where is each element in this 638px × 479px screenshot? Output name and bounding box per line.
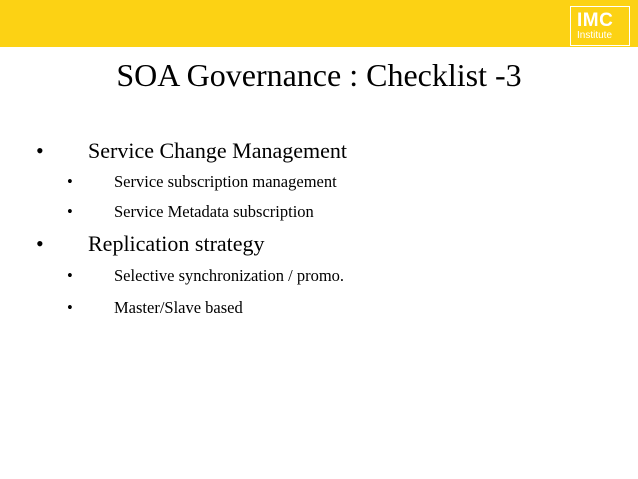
sub-bullet-text: Service subscription management bbox=[114, 172, 337, 191]
bullet-marker: • bbox=[67, 266, 73, 285]
sub-bullet-item bbox=[67, 202, 314, 222]
sub-bullet-text: Service Metadata subscription bbox=[114, 202, 314, 221]
bullet-text: Service Change Management bbox=[88, 138, 348, 163]
bullet-marker: • bbox=[67, 202, 73, 221]
slide-title: SOA Governance : Checklist -3 bbox=[116, 57, 522, 93]
bullet-marker: • bbox=[67, 298, 73, 317]
bullet-marker: • bbox=[67, 172, 73, 191]
bullet-marker: • bbox=[36, 138, 44, 163]
logo-main-text: IMC bbox=[577, 9, 614, 31]
sub-bullet-text: Selective synchronization / promo. bbox=[114, 266, 345, 285]
bullet-item bbox=[36, 231, 265, 256]
sub-bullet-text: Master/Slave based bbox=[114, 298, 243, 317]
bullet-item bbox=[36, 138, 348, 163]
sub-bullet-item bbox=[67, 172, 337, 192]
logo-sub-text: Institute bbox=[577, 29, 613, 41]
bullet-text: Replication strategy bbox=[88, 231, 265, 256]
sub-bullet-item bbox=[67, 298, 243, 318]
bullet-marker: • bbox=[36, 231, 44, 256]
sub-bullet-item bbox=[67, 266, 345, 286]
